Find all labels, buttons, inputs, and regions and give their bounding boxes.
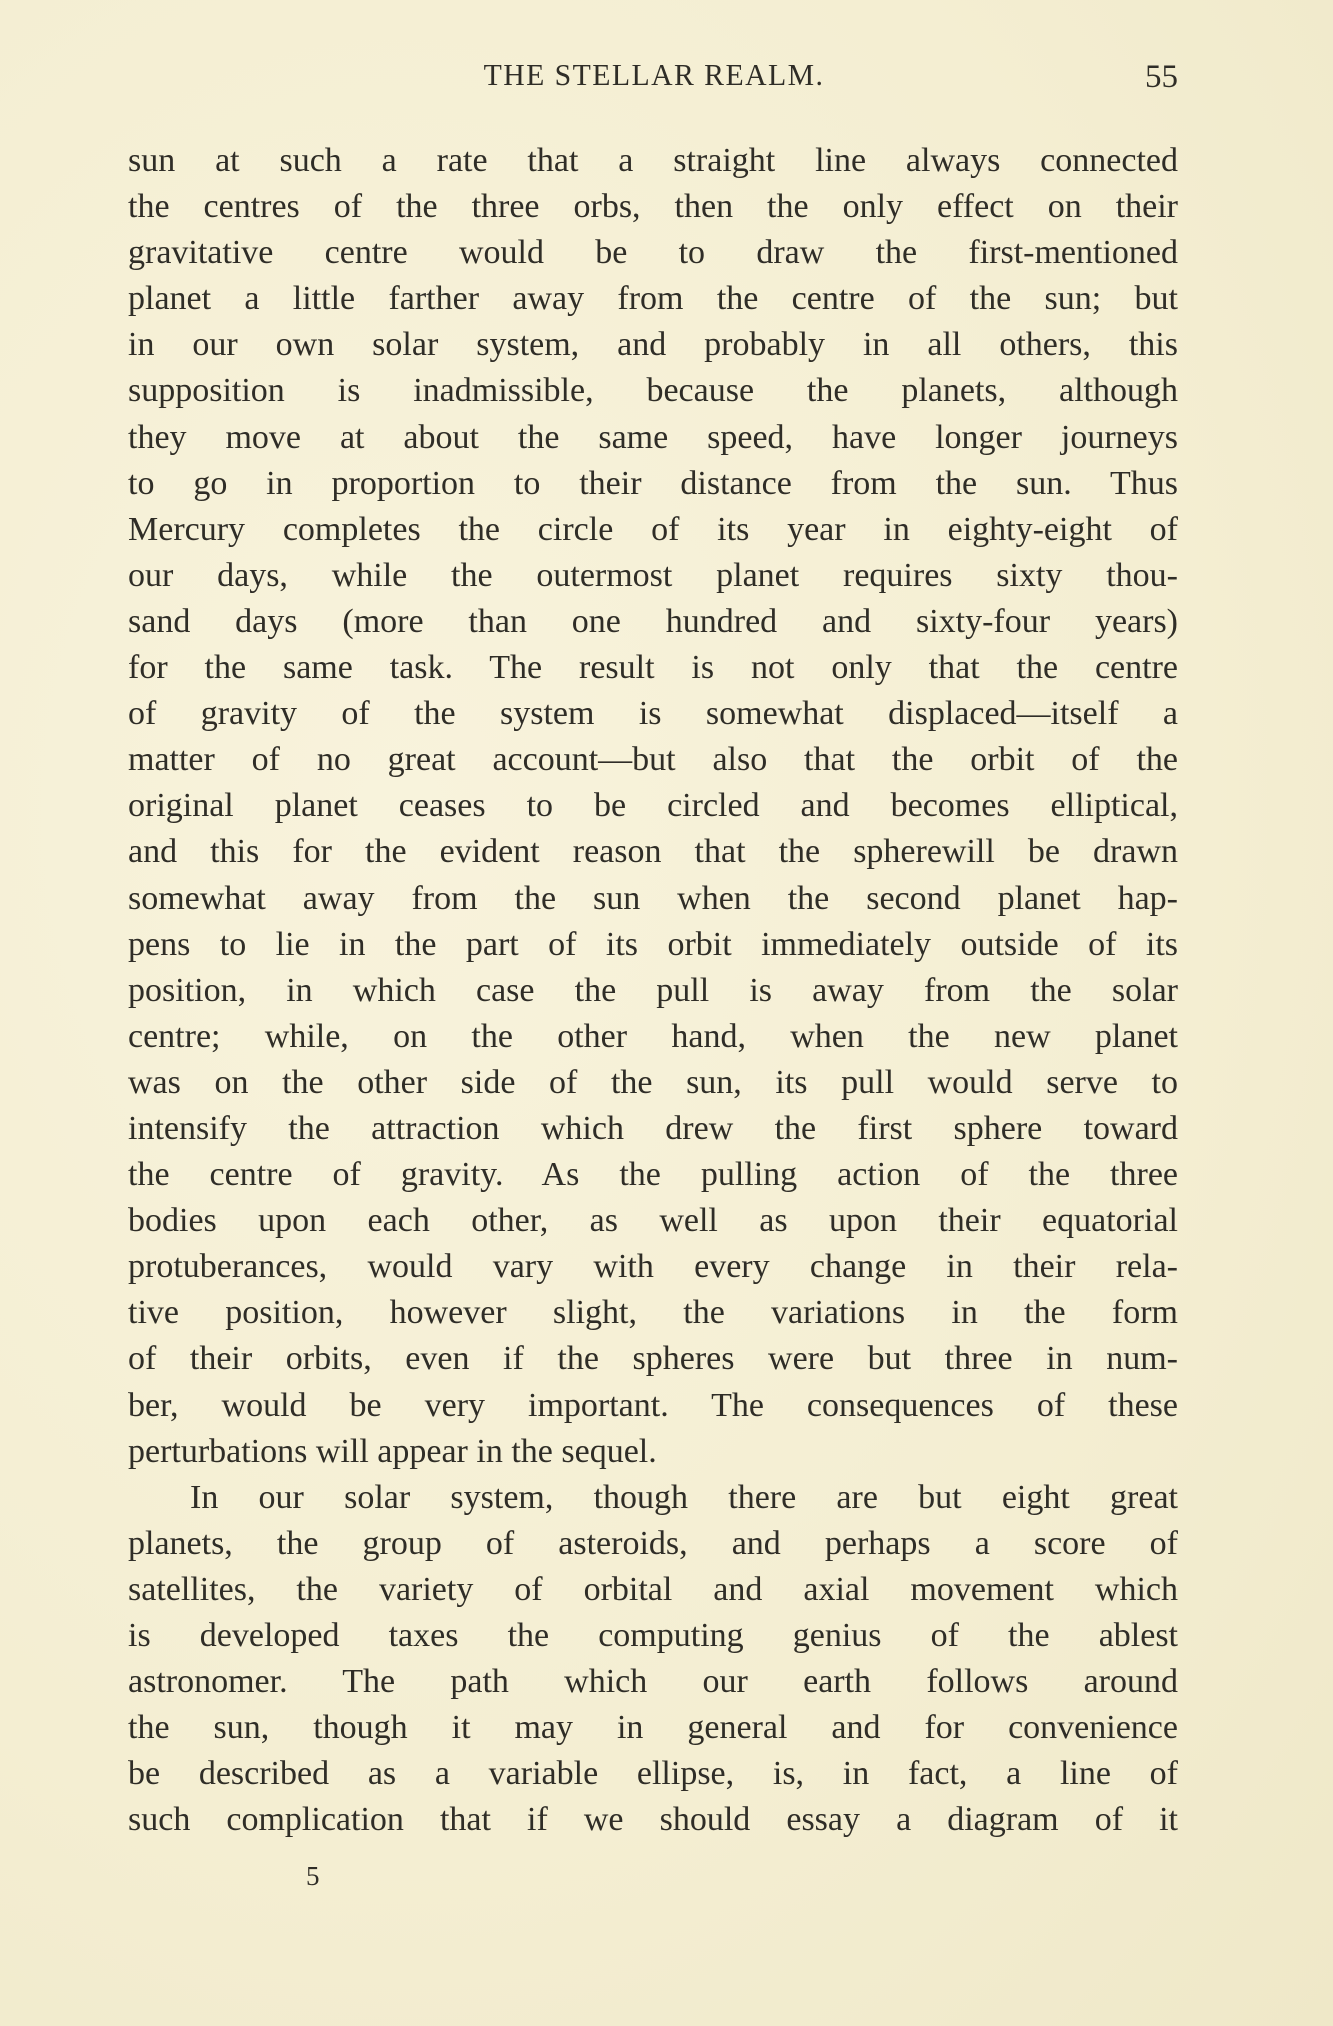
text-line: sand days (more than one hundred and sixty-four years) bbox=[128, 602, 1178, 640]
text-line: ber, would be very important. The consequences of these bbox=[128, 1386, 1178, 1424]
text-line: satellites, the variety of orbital and axial movement which bbox=[128, 1570, 1178, 1608]
text-line: was on the other side of the sun, its pull would serve to bbox=[128, 1063, 1178, 1101]
text-line: to go in proportion to their distance from the sun. Thus bbox=[128, 464, 1178, 502]
running-head bbox=[130, 52, 1178, 98]
text-line: the centre of gravity. As the pulling action of the three bbox=[128, 1156, 1178, 1194]
text-line: perturbations will appear in the sequel. bbox=[128, 1432, 657, 1470]
text-line: be described as a variable ellipse, is, in fact, a line of bbox=[128, 1755, 1178, 1793]
text-line: somewhat away from the sun when the second planet hap- bbox=[128, 879, 1178, 917]
body-text bbox=[128, 138, 1178, 1843]
text-line: intensify the attraction which drew the first sphere toward bbox=[128, 1109, 1178, 1147]
page-number: 55 bbox=[1145, 59, 1178, 95]
text-line: bodies upon each other, as well as upon their equatorial bbox=[128, 1202, 1178, 1240]
text-line: is developed taxes the computing genius of the ablest bbox=[128, 1617, 1178, 1654]
text-line: the sun, though it may in general and for convenience bbox=[128, 1709, 1178, 1747]
text-line: gravitative centre would be to draw the first-mentioned bbox=[128, 234, 1178, 272]
text-line: the centres of the three orbs, then the only effect on their bbox=[128, 188, 1178, 226]
text-line: Mercury completes the circle of its year in eighty-eight of bbox=[128, 510, 1178, 548]
text-line: for the same task. The result is not only that the centre bbox=[128, 649, 1178, 687]
text-line: of gravity of the system is somewhat displaced—itself a bbox=[128, 695, 1178, 733]
text-line: sun at such a rate that a straight line always connected bbox=[128, 142, 1178, 179]
paragraph-start-line: In our solar system, though there are but eight great bbox=[190, 1478, 1178, 1516]
text-line: supposition is inadmissible, because the planets, although bbox=[128, 372, 1178, 410]
text-line: planets, the group of asteroids, and perhaps a score of bbox=[128, 1524, 1178, 1562]
text-line: original planet ceases to be circled and becomes elliptical, bbox=[128, 787, 1178, 825]
text-line: they move at about the same speed, have longer journeys bbox=[128, 418, 1178, 456]
text-line: of their orbits, even if the spheres were but three in num- bbox=[128, 1340, 1178, 1378]
text-line: such complication that if we should essay a diagram of it bbox=[128, 1801, 1178, 1839]
text-line: planet a little farther away from the centre of the sun; but bbox=[128, 280, 1178, 318]
text-line: and this for the evident reason that the spherewill be drawn bbox=[128, 833, 1178, 871]
running-title: THE STELLAR REALM. bbox=[483, 57, 825, 92]
text-line: protuberances, would vary with every change in their rela- bbox=[128, 1248, 1178, 1286]
text-line: position, in which case the pull is away from the solar bbox=[128, 971, 1178, 1009]
text-line: centre; while, on the other hand, when the new planet bbox=[128, 1017, 1178, 1055]
text-line: in our own solar system, and probably in all others, this bbox=[128, 326, 1178, 364]
signature-mark: 5 bbox=[306, 1861, 320, 1891]
text-line: pens to lie in the part of its orbit immediately outside of its bbox=[128, 925, 1178, 963]
text-line: our days, while the outermost planet requires sixty thou- bbox=[128, 556, 1178, 594]
text-line: tive position, however slight, the variations in the form bbox=[128, 1294, 1178, 1332]
text-line: astronomer. The path which our earth follows around bbox=[128, 1663, 1178, 1701]
text-line: matter of no great account—but also that the orbit of the bbox=[128, 741, 1178, 779]
